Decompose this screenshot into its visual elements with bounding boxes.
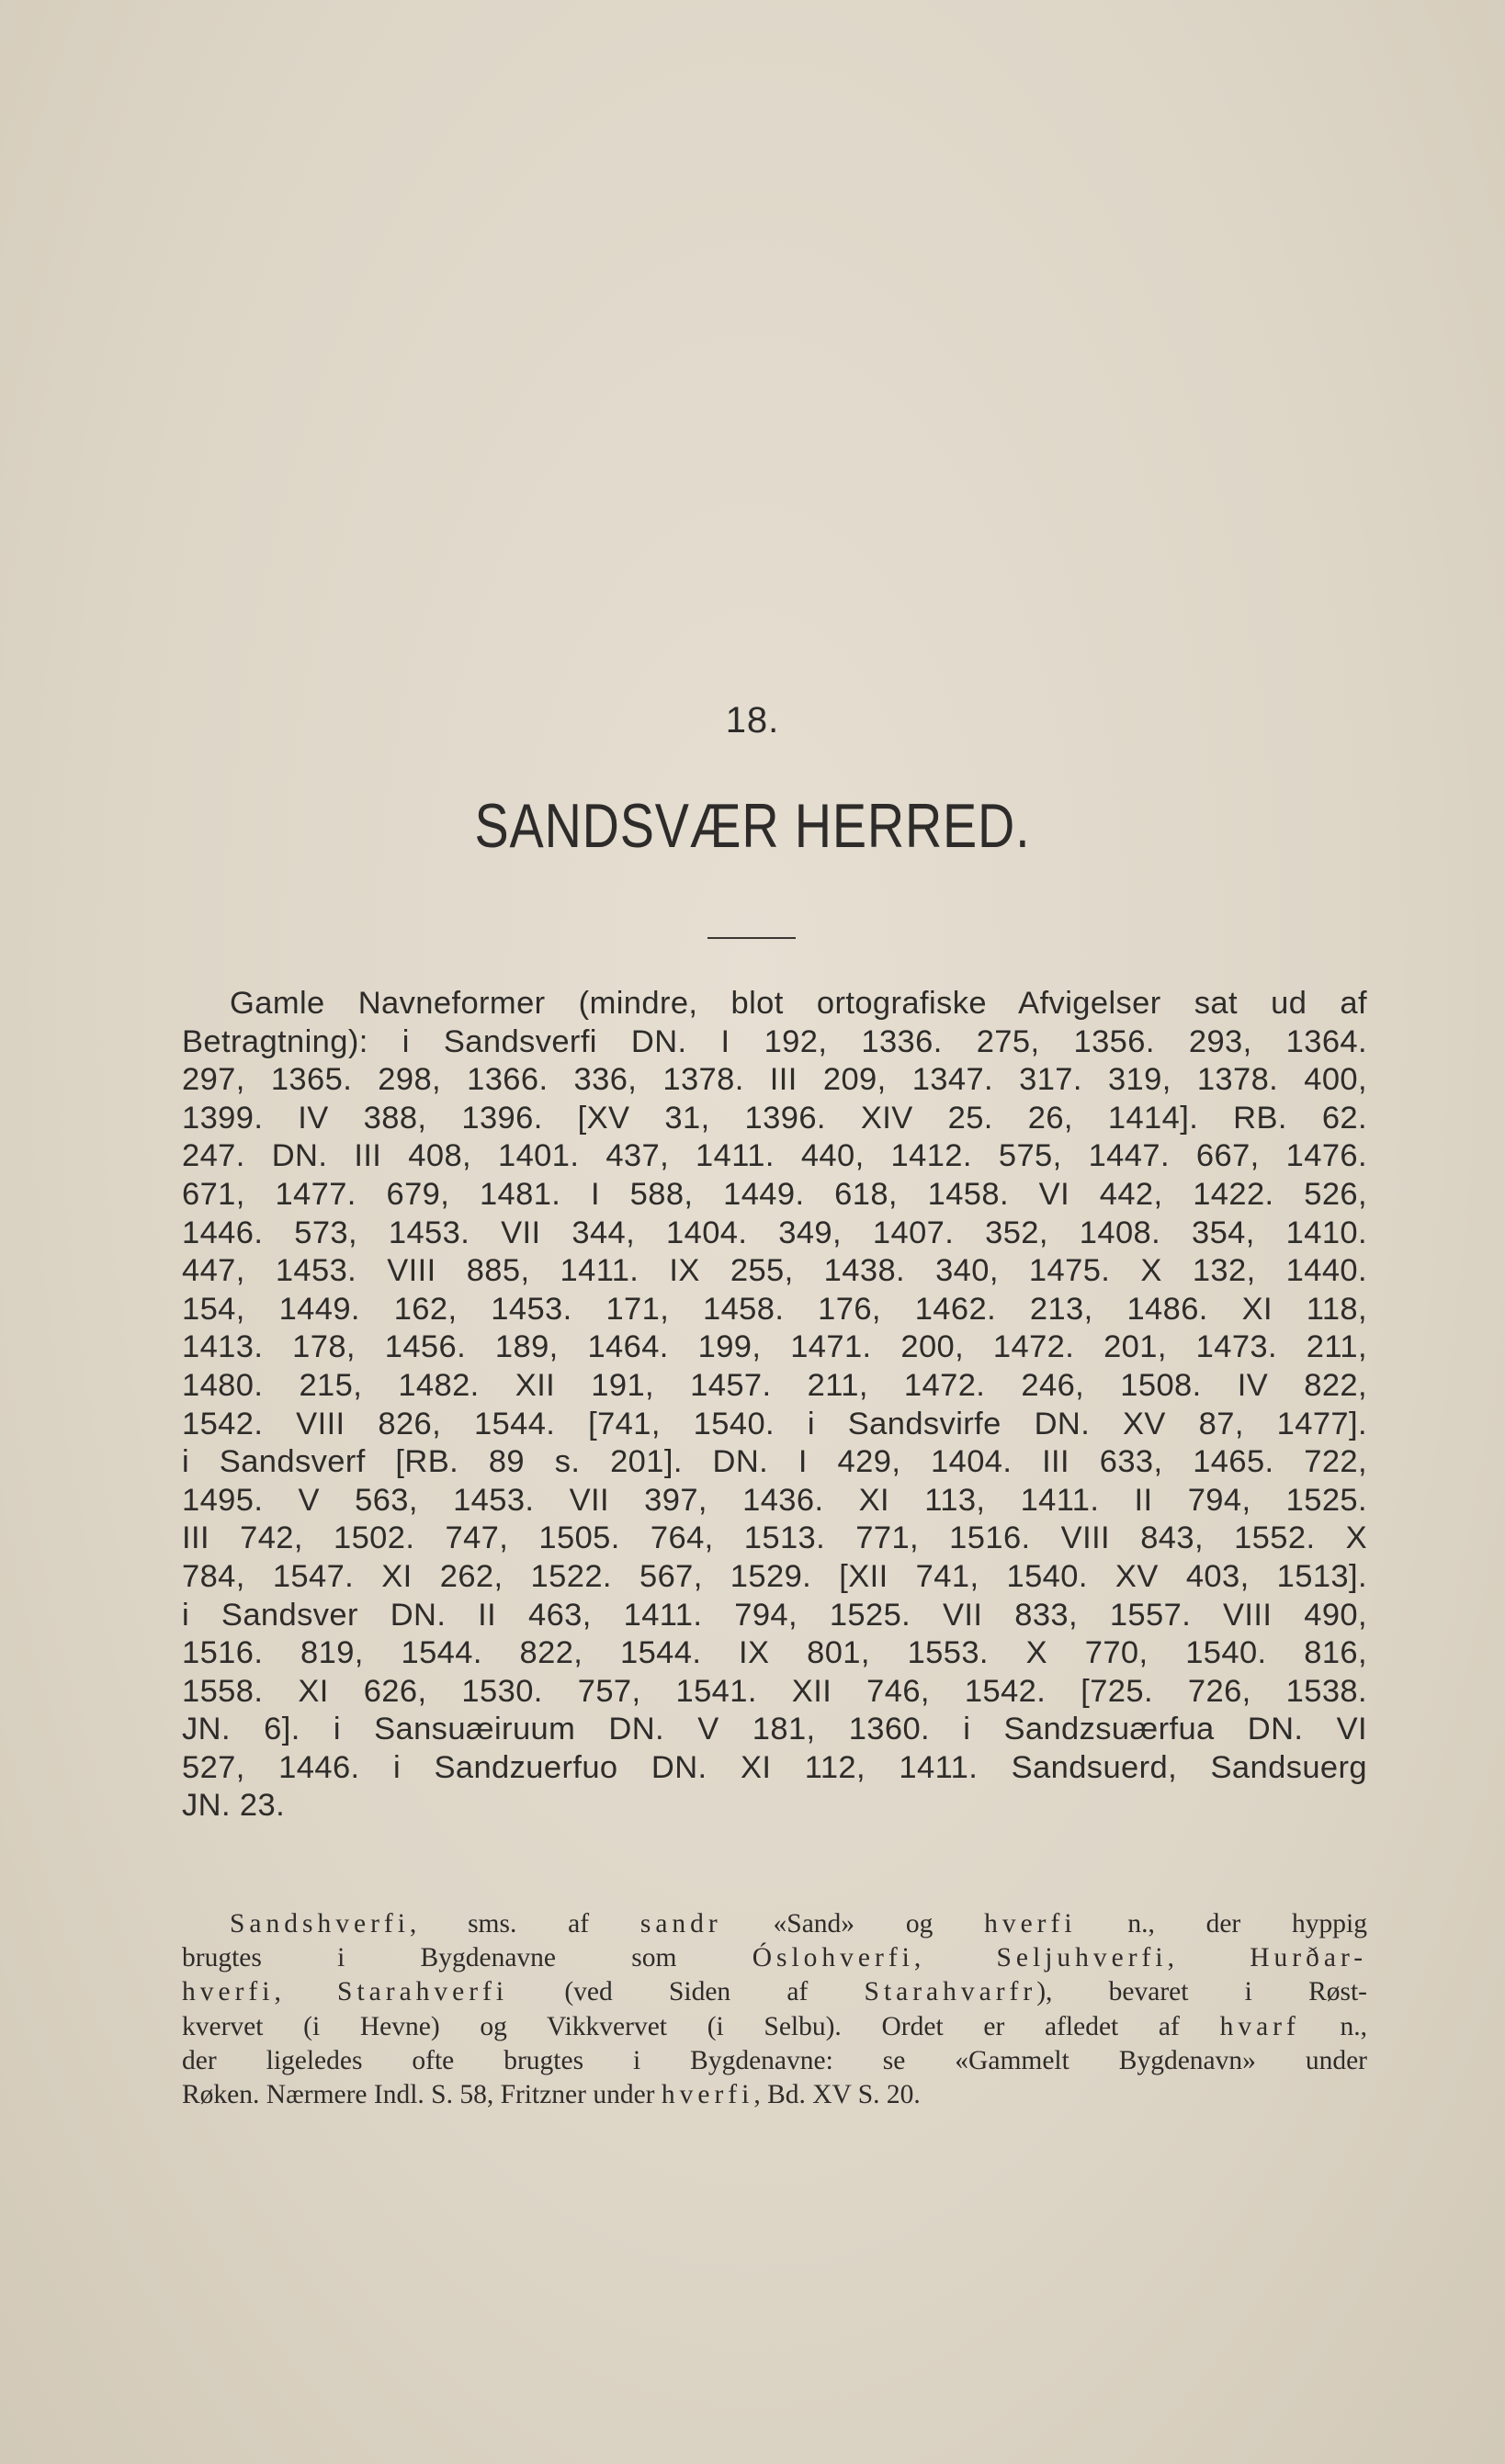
- note-text: der ligeledes ofte brugtes i Bygdenavne: se «Gammelt Bygdenavn» under: [182, 2045, 1367, 2075]
- page-number: 18.: [725, 700, 780, 740]
- title-rule: [707, 937, 796, 939]
- note-text: , Bd. XV S. 20.: [753, 2080, 921, 2110]
- text-line: 297, 1365. 298, 1366. 336, 1378. III 209, 1347. 317. 319, 1378. 400,: [182, 1062, 1367, 1098]
- text-line: III 742, 1502. 747, 1505. 764, 1513. 771, 1516. VIII 843, 1552. X: [182, 1520, 1367, 1556]
- note-line: [182, 2044, 1367, 2078]
- note-text: ), bevaret i Røst-: [1036, 1977, 1368, 2007]
- text-line: JN. 6]. i Sansuæiruum DN. V 181, 1360. i Sandzsuærfua DN. VI: [182, 1712, 1367, 1747]
- note-line: [182, 1941, 1367, 1975]
- text-line: Betragtning): i Sandsverfi DN. I 192, 1336. 275, 1356. 293, 1364.: [182, 1023, 1367, 1059]
- text-line: 1542. VIII 826, 1544. [741, 1540. i Sandsvirfe DN. XV 87, 1477].: [182, 1406, 1367, 1441]
- note-line: [182, 1975, 1367, 2009]
- spaced-word: hverfi: [984, 1909, 1077, 1938]
- chapter-title: SANDSVÆR HERRED.: [474, 791, 1031, 861]
- spaced-word: Óslohverfi: [752, 1943, 914, 1973]
- spaced-word: Sandshverfi: [230, 1909, 410, 1938]
- text-line: Gamle Navneformer (mindre, blot ortografiske Afvigelser sat ud af: [230, 986, 1367, 1021]
- note-text: brugtes i Bygdenavne som: [182, 1943, 752, 1973]
- note-text: Røken. Nærmere Indl. S. 58, Fritzner under: [182, 2080, 662, 2110]
- note-text: n., der hyppig: [1076, 1909, 1367, 1938]
- text-line: 1480. 215, 1482. XII 191, 1457. 211, 1472. 246, 1508. IV 822,: [182, 1367, 1367, 1403]
- note-line: [182, 2010, 1367, 2044]
- note-text: ,: [1167, 1943, 1250, 1973]
- text-line: 247. DN. III 408, 1401. 437, 1411. 440, 1412. 575, 1447. 667, 1476.: [182, 1138, 1367, 1174]
- text-line: 1516. 819, 1544. 822, 1544. IX 801, 1553. X 770, 1540. 816,: [182, 1635, 1367, 1671]
- text-line: 1413. 178, 1456. 189, 1464. 199, 1471. 200, 1472. 201, 1473. 211,: [182, 1329, 1367, 1365]
- text-line: i Sandsverf [RB. 89 s. 201]. DN. I 429, 1404. III 633, 1465. 722,: [182, 1444, 1367, 1480]
- text-line: 154, 1449. 162, 1453. 171, 1458. 176, 1462. 213, 1486. XI 118,: [182, 1291, 1367, 1327]
- note-text: ,: [913, 1943, 997, 1973]
- note-text: , sms. af: [409, 1909, 640, 1938]
- note-line: [182, 2078, 1367, 2112]
- text-line: 1558. XI 626, 1530. 757, 1541. XII 746, 1542. [725. 726, 1538.: [182, 1673, 1367, 1709]
- note-text: ,: [274, 1977, 338, 2007]
- text-line: 671, 1477. 679, 1481. I 588, 1449. 618, 1458. VI 442, 1422. 526,: [182, 1176, 1367, 1212]
- text-line: 1495. V 563, 1453. VII 397, 1436. XI 113, 1411. II 794, 1525.: [182, 1482, 1367, 1518]
- spaced-word: Starahverfi: [337, 1977, 509, 2007]
- spaced-word: Hurðar-: [1250, 1943, 1368, 1973]
- text-line: 447, 1453. VIII 885, 1411. IX 255, 1438. 340, 1475. X 132, 1440.: [182, 1253, 1367, 1289]
- spaced-word: hverfi: [182, 1977, 275, 2007]
- note-text: kvervet (i Hevne) og Vikkvervet (i Selbu). Ordet er afledet af: [182, 2011, 1220, 2041]
- spaced-word: Seljuhverfi: [996, 1943, 1168, 1973]
- note-text: n.,: [1299, 2011, 1368, 2041]
- text-line: i Sandsver DN. II 463, 1411. 794, 1525. VII 833, 1557. VIII 490,: [182, 1597, 1367, 1633]
- spaced-word: Starahvarfr: [864, 1977, 1037, 2007]
- text-line: 1446. 573, 1453. VII 344, 1404. 349, 1407. 352, 1408. 354, 1410.: [182, 1215, 1367, 1250]
- note-line: [182, 1907, 1367, 1941]
- text-line: 1399. IV 388, 1396. [XV 31, 1396. XIV 25. 26, 1414]. RB. 62.: [182, 1100, 1367, 1136]
- name-forms-paragraph: [182, 985, 1367, 1825]
- text-line: JN. 23.: [182, 1788, 286, 1824]
- etymology-paragraph: [182, 1907, 1367, 2112]
- text-line: 527, 1446. i Sandzuerfuo DN. XI 112, 1411. Sandsuerd, Sandsuerg: [182, 1749, 1367, 1785]
- spaced-word: hverfi: [661, 2080, 754, 2110]
- spaced-word: hvarf: [1219, 2011, 1300, 2041]
- note-text: «Sand» og: [721, 1909, 985, 1938]
- note-text: (ved Siden af: [508, 1977, 865, 2007]
- spaced-word: sandr: [639, 1909, 722, 1938]
- text-line: 784, 1547. XI 262, 1522. 567, 1529. [XII 741, 1540. XV 403, 1513].: [182, 1558, 1367, 1594]
